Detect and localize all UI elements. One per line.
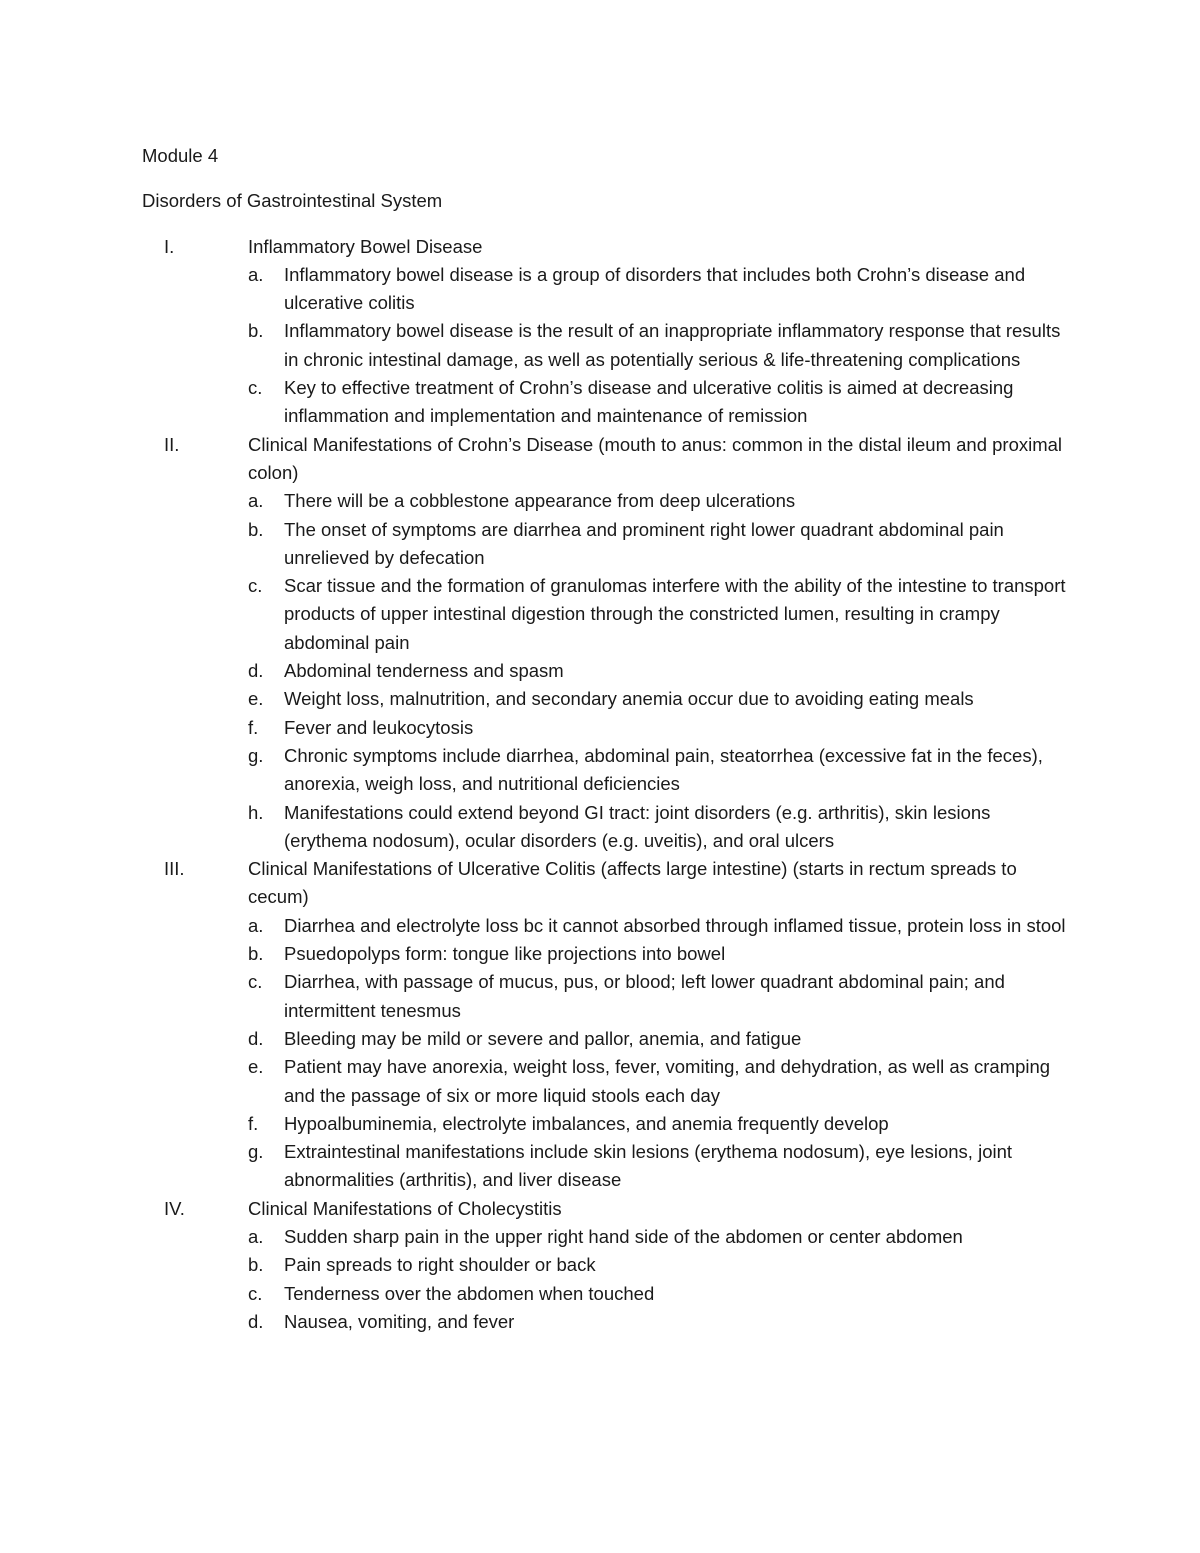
outline-section <box>142 431 1072 855</box>
item-letter: e. <box>248 1056 264 1078</box>
item-text: Extraintestinal manifestations include skin lesions (erythema nodosum), eye lesions, joint abnormalities (arthritis), and liver disease <box>284 1141 1013 1191</box>
section-heading-text: Clinical Manifestations of Crohn’s Disease (mouth to anus: common in the distal ileum and proximal colon) <box>248 433 1063 483</box>
item-letter: c. <box>248 971 263 993</box>
section-heading-text: Clinical Manifestations of Ulcerative Colitis (affects large intestine) (starts in rectum spreads to cecum) <box>248 858 1017 908</box>
section-items <box>142 912 1072 1195</box>
section-heading <box>142 855 1072 912</box>
item-text: Hypoalbuminemia, electrolyte imbalances, and anemia frequently develop <box>284 1112 889 1134</box>
list-item <box>142 968 1072 1025</box>
list-item <box>142 1280 1072 1308</box>
item-letter: f. <box>248 1112 259 1134</box>
section-heading-text: Inflammatory Bowel Disease <box>248 235 483 257</box>
outline-section <box>142 233 1072 431</box>
list-item <box>142 374 1072 431</box>
item-letter: a. <box>248 263 264 285</box>
item-letter: e. <box>248 688 264 710</box>
section-heading <box>142 431 1072 488</box>
item-text: There will be a cobblestone appearance from deep ulcerations <box>284 490 796 512</box>
list-item <box>142 912 1072 940</box>
item-text: Diarrhea, with passage of mucus, pus, or blood; left lower quadrant abdominal pain; and intermittent tenesmus <box>284 971 1005 1021</box>
item-text: Chronic symptoms include diarrhea, abdominal pain, steatorrhea (excessive fat in the feces), anorexia, weigh loss, and nutritional deficiencies <box>284 744 1043 795</box>
item-letter: b. <box>248 518 264 540</box>
module-label: Module 4 <box>142 145 219 166</box>
item-text: Fever and leukocytosis <box>284 716 474 738</box>
list-item <box>142 685 1072 713</box>
section-numeral: II. <box>164 433 180 455</box>
item-letter: a. <box>248 914 264 936</box>
item-text: Pain spreads to right shoulder or back <box>284 1254 596 1276</box>
list-item <box>142 940 1072 968</box>
list-item <box>142 516 1072 573</box>
list-item <box>142 1025 1072 1053</box>
section-heading <box>142 233 1072 261</box>
item-text: Patient may have anorexia, weight loss, fever, vomiting, and dehydration, as well as cramping and the passage of six or more liquid stools each day <box>284 1056 1051 1106</box>
item-text: Sudden sharp pain in the upper right hand side of the abdomen or center abdomen <box>284 1225 963 1247</box>
item-text: Psuedopolyps form: tongue like projections into bowel <box>284 943 726 965</box>
outline-section <box>142 855 1072 1195</box>
item-letter: d. <box>248 660 264 682</box>
item-text: Bleeding may be mild or severe and pallor, anemia, and fatigue <box>284 1027 802 1049</box>
outline <box>142 233 1072 1337</box>
item-letter: g. <box>248 1141 264 1163</box>
item-text: Nausea, vomiting, and fever <box>284 1310 515 1332</box>
item-letter: d. <box>248 1027 264 1049</box>
item-letter: a. <box>248 490 264 512</box>
section-heading <box>142 1195 1072 1223</box>
list-item <box>142 1053 1072 1110</box>
item-letter: f. <box>248 716 259 738</box>
outline-section <box>142 1195 1072 1336</box>
item-letter: c. <box>248 377 263 399</box>
list-item <box>142 1223 1072 1251</box>
section-items <box>142 1223 1072 1336</box>
item-letter: b. <box>248 1254 264 1276</box>
item-letter: a. <box>248 1225 264 1247</box>
list-item <box>142 572 1072 657</box>
list-item <box>142 487 1072 515</box>
section-numeral: III. <box>164 858 185 880</box>
item-letter: b. <box>248 320 264 342</box>
item-letter: b. <box>248 943 264 965</box>
item-text: Abdominal tenderness and spasm <box>284 660 564 682</box>
document-content <box>142 142 1072 1336</box>
section-heading-text: Clinical Manifestations of Cholecystitis <box>248 1197 562 1219</box>
item-letter: c. <box>248 1282 263 1304</box>
item-text: Diarrhea and electrolyte loss bc it cannot absorbed through inflamed tissue, protein loss in stool <box>284 914 1066 936</box>
item-text: Inflammatory bowel disease is the result of an inappropriate inflammatory response that results in chronic intestinal damage, as well as potentially serious & life-threatening complications <box>284 320 1061 370</box>
item-text: Manifestations could extend beyond GI tract: joint disorders (e.g. arthritis), skin lesions (erythema nodosum), ocular disorders (e.g. uveitis), and oral ulcers <box>284 801 991 851</box>
list-item <box>142 1251 1072 1279</box>
item-text: Scar tissue and the formation of granulomas interfere with the ability of the intestine to transport products of upper intestinal digestion through the constricted lumen, resulting in crampy abdominal pain <box>284 575 1066 653</box>
item-letter: c. <box>248 575 263 597</box>
item-text: Key to effective treatment of Crohn’s disease and ulcerative colitis is aimed at decreasing inflammation and implementation and maintenance of remission <box>284 377 1014 427</box>
item-letter: g. <box>248 744 264 766</box>
document-title: Disorders of Gastrointestinal System <box>142 190 443 212</box>
list-item <box>142 714 1072 742</box>
section-numeral: IV. <box>164 1197 185 1219</box>
list-item <box>142 1308 1072 1336</box>
item-text: Weight loss, malnutrition, and secondary anemia occur due to avoiding eating meals <box>284 688 974 710</box>
list-item <box>142 742 1072 799</box>
list-item <box>142 1138 1072 1195</box>
list-item <box>142 1110 1072 1138</box>
section-items <box>142 487 1072 855</box>
item-text: The onset of symptoms are diarrhea and prominent right lower quadrant abdominal pain unrelieved by defecation <box>284 518 1004 568</box>
item-letter: h. <box>248 801 264 823</box>
section-items <box>142 261 1072 431</box>
list-item <box>142 317 1072 374</box>
item-text: Tenderness over the abdomen when touched <box>284 1282 655 1304</box>
list-item <box>142 799 1072 856</box>
item-text: Inflammatory bowel disease is a group of disorders that includes both Crohn’s disease and ulcerative colitis <box>284 263 1026 314</box>
list-item <box>142 657 1072 685</box>
list-item <box>142 261 1072 318</box>
section-numeral: I. <box>164 235 175 257</box>
item-letter: d. <box>248 1310 264 1332</box>
